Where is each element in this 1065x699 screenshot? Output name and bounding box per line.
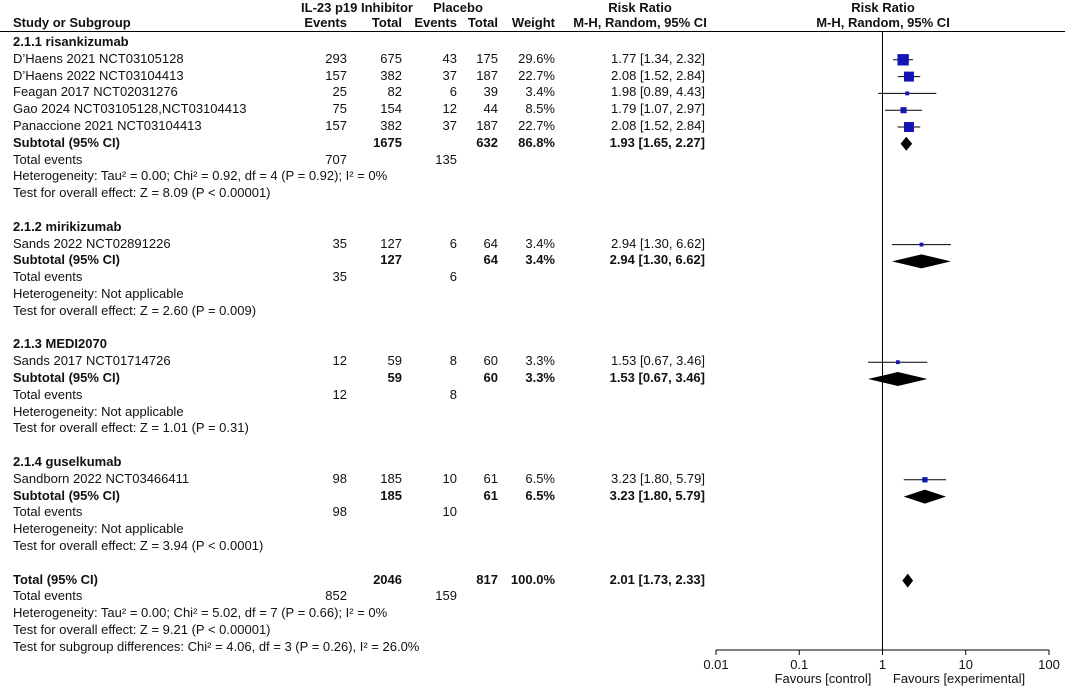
study-name: Sandborn 2022 NCT03466411: [13, 470, 190, 486]
total-heterogeneity-text: Heterogeneity: Tau² = 0.00; Chi² = 5.02, df = 7 (P = 0.66); I² = 0%: [13, 605, 388, 621]
study-weight: 29.6%: [518, 50, 555, 66]
study-name: Feagan 2017 NCT02031276: [13, 84, 178, 100]
study-risk-ratio: 2.08 [1.52, 2.84]: [611, 118, 705, 133]
study-total-treatment: 675: [380, 50, 402, 66]
total-events-treatment: 98: [332, 504, 347, 520]
x-tick-label: 1: [878, 657, 887, 672]
study-risk-ratio: 1.53 [0.67, 3.46]: [611, 353, 705, 369]
study-events-placebo: 37: [442, 118, 457, 133]
total-weight: 100.0%: [510, 571, 555, 587]
study-square: [897, 54, 908, 65]
subtotal-total-treatment: 185: [380, 487, 402, 503]
header-method-text: M-H, Random, 95% CI: [573, 15, 707, 30]
total-events-label: Total events: [13, 151, 83, 167]
study-events-placebo: 12: [442, 101, 457, 117]
subtotal-risk-ratio: 1.53 [0.67, 3.46]: [609, 370, 705, 385]
total-treatment: 2046: [373, 571, 402, 587]
header-risk-ratio-plot: Risk Ratio: [851, 0, 915, 15]
subgroup-title: 2.1.2 mirikizumab: [13, 218, 122, 234]
study-total-treatment: 382: [380, 67, 402, 83]
subtotal-weight: 3.3%: [525, 370, 555, 385]
total-placebo: 817: [476, 571, 498, 587]
study-risk-ratio: 2.08 [1.52, 2.84]: [611, 67, 705, 83]
subgroup-title: 2.1.4 guselkumab: [13, 454, 122, 469]
subtotal-label: Subtotal (95% CI): [13, 370, 120, 385]
study-total-treatment: 154: [380, 101, 402, 117]
favours-experimental-label: Favours [experimental]: [892, 671, 1026, 686]
study-square: [905, 91, 909, 95]
total-events-placebo: 10: [442, 504, 457, 520]
subtotal-risk-ratio: 2.94 [1.30, 6.62]: [609, 252, 705, 268]
header-group-placebo: Placebo: [433, 0, 483, 15]
study-events-placebo: 10: [442, 470, 457, 486]
subtotal-weight: 6.5%: [525, 487, 555, 503]
heterogeneity-text: Heterogeneity: Not applicable: [13, 286, 184, 301]
study-total-treatment: 59: [387, 353, 402, 369]
total-events-placebo: 6: [449, 269, 457, 285]
header-events-1: Events: [304, 15, 347, 30]
subtotal-total-placebo: 64: [483, 252, 498, 268]
subtotal-total-placebo: 60: [483, 370, 498, 385]
x-tick-label: 0.1: [790, 657, 809, 672]
header-study-or-subgroup: Study or Subgroup: [13, 15, 131, 30]
study-weight: 3.4%: [525, 235, 555, 251]
study-events-treatment: 157: [325, 118, 347, 133]
study-events-placebo: 6: [449, 235, 457, 251]
subtotal-risk-ratio: 1.93 [1.65, 2.27]: [609, 134, 705, 150]
header-total-2: Total: [467, 15, 498, 30]
header-total-1: Total: [371, 15, 402, 30]
heterogeneity-text: Heterogeneity: Not applicable: [13, 521, 184, 537]
overall-effect-text: Test for overall effect: Z = 2.60 (P = 0.009): [13, 302, 257, 318]
subtotal-diamond: [901, 137, 913, 151]
subgroup-differences-text: Test for subgroup differences: Chi² = 4.06, df = 3 (P = 0.26), I² = 26.0%: [13, 638, 420, 654]
subtotal-total-placebo: 632: [476, 134, 498, 150]
study-events-treatment: 293: [325, 50, 347, 66]
subtotal-weight: 3.4%: [525, 252, 555, 268]
study-name: Sands 2022 NCT02891226: [13, 235, 171, 251]
study-weight: 3.4%: [525, 84, 555, 100]
study-square: [904, 72, 914, 82]
study-total-placebo: 60: [483, 353, 498, 369]
subgroup-title: 2.1.3 MEDI2070: [13, 336, 107, 352]
study-total-placebo: 44: [483, 101, 498, 117]
subtotal-label: Subtotal (95% CI): [13, 487, 120, 503]
subtotal-label: Subtotal (95% CI): [13, 134, 120, 150]
heterogeneity-text: Heterogeneity: Tau² = 0.00; Chi² = 0.92, df = 4 (P = 0.92); I² = 0%: [13, 168, 388, 184]
overall-effect-text: Test for overall effect: Z = 3.94 (P < 0.0001): [13, 538, 264, 553]
study-square: [896, 360, 900, 364]
study-total-placebo: 187: [476, 118, 498, 133]
study-square: [920, 243, 924, 247]
subtotal-label: Subtotal (95% CI): [13, 252, 120, 268]
study-risk-ratio: 3.23 [1.80, 5.79]: [611, 470, 705, 486]
study-weight: 8.5%: [525, 101, 555, 117]
total-events-label: Total events: [13, 386, 83, 402]
study-name: Gao 2024 NCT03105128,NCT03104413: [13, 101, 247, 117]
total-events-treatment: 35: [332, 269, 347, 285]
study-total-placebo: 61: [483, 470, 498, 486]
study-total-placebo: 175: [476, 50, 498, 66]
subtotal-diamond: [904, 490, 946, 504]
total-label: Total (95% CI): [13, 571, 98, 587]
heterogeneity-text: Heterogeneity: Not applicable: [13, 403, 184, 419]
total-events-placebo: 135: [435, 151, 457, 167]
study-events-treatment: 35: [332, 235, 347, 251]
study-events-placebo: 6: [449, 84, 457, 100]
total-overall-effect-text: Test for overall effect: Z = 9.21 (P < 0.00001): [13, 622, 271, 637]
subtotal-risk-ratio: 3.23 [1.80, 5.79]: [609, 487, 705, 503]
study-risk-ratio: 2.94 [1.30, 6.62]: [611, 235, 705, 251]
total-events-label: Total events: [13, 504, 83, 520]
subtotal-diamond: [892, 254, 951, 268]
subtotal-total-treatment: 59: [387, 370, 402, 385]
x-tick-label: 0.01: [703, 657, 729, 672]
total-events-treatment: 12: [332, 386, 347, 402]
total-events-label: Total events: [13, 269, 83, 285]
study-square: [922, 477, 927, 482]
total-events-treatment: 852: [325, 588, 347, 604]
study-weight: 22.7%: [518, 67, 555, 83]
total-events-placebo: 159: [435, 588, 457, 604]
x-tick-label: 100: [1038, 657, 1060, 672]
study-name: Sands 2017 NCT01714726: [13, 353, 171, 369]
study-events-placebo: 8: [449, 353, 457, 369]
study-total-treatment: 82: [387, 84, 402, 100]
subtotal-diamond: [868, 372, 927, 386]
study-weight: 6.5%: [525, 470, 555, 486]
header-weight: Weight: [511, 15, 555, 30]
favours-control-label: Favours [control]: [774, 671, 872, 686]
study-events-treatment: 12: [332, 353, 347, 369]
study-risk-ratio: 1.77 [1.34, 2.32]: [611, 50, 705, 66]
overall-effect-text: Test for overall effect: Z = 8.09 (P < 0.00001): [13, 185, 271, 201]
subtotal-weight: 86.8%: [518, 134, 555, 150]
study-events-treatment: 157: [325, 67, 347, 83]
study-events-treatment: 25: [332, 84, 347, 100]
total-events-placebo: 8: [449, 386, 457, 402]
header-method-plot: M-H, Random, 95% CI: [816, 15, 950, 30]
subtotal-total-treatment: 127: [380, 252, 402, 268]
study-risk-ratio: 1.98 [0.89, 4.43]: [611, 84, 705, 100]
total-diamond: [902, 574, 913, 588]
study-total-treatment: 127: [380, 235, 402, 251]
subtotal-total-placebo: 61: [483, 487, 498, 503]
study-square: [904, 122, 914, 132]
study-total-placebo: 64: [483, 235, 498, 251]
header-risk-ratio-text: Risk Ratio: [608, 0, 672, 15]
study-weight: 3.3%: [525, 353, 555, 369]
study-name: D’Haens 2022 NCT03104413: [13, 67, 184, 83]
study-events-placebo: 43: [442, 50, 457, 66]
study-name: Panaccione 2021 NCT03104413: [13, 118, 202, 133]
x-tick-label: 10: [958, 657, 973, 672]
overall-effect-text: Test for overall effect: Z = 1.01 (P = 0.31): [13, 420, 249, 436]
study-events-placebo: 37: [442, 67, 457, 83]
study-square: [901, 107, 907, 113]
total-events-label: Total events: [13, 588, 83, 604]
study-name: D’Haens 2021 NCT03105128: [13, 50, 184, 66]
study-total-placebo: 187: [476, 67, 498, 83]
study-total-treatment: 185: [380, 470, 402, 486]
header-group-il23: IL-23 p19 Inhibitor: [301, 0, 413, 15]
total-risk-ratio: 2.01 [1.73, 2.33]: [609, 571, 705, 587]
study-total-treatment: 382: [380, 118, 402, 133]
study-events-treatment: 75: [332, 101, 347, 117]
study-risk-ratio: 1.79 [1.07, 2.97]: [611, 101, 705, 117]
subtotal-total-treatment: 1675: [373, 134, 402, 150]
study-events-treatment: 98: [332, 470, 347, 486]
study-weight: 22.7%: [518, 118, 555, 133]
study-total-placebo: 39: [483, 84, 498, 100]
header-events-2: Events: [414, 15, 457, 30]
total-events-treatment: 707: [325, 151, 347, 167]
subgroup-title: 2.1.1 risankizumab: [13, 34, 129, 49]
